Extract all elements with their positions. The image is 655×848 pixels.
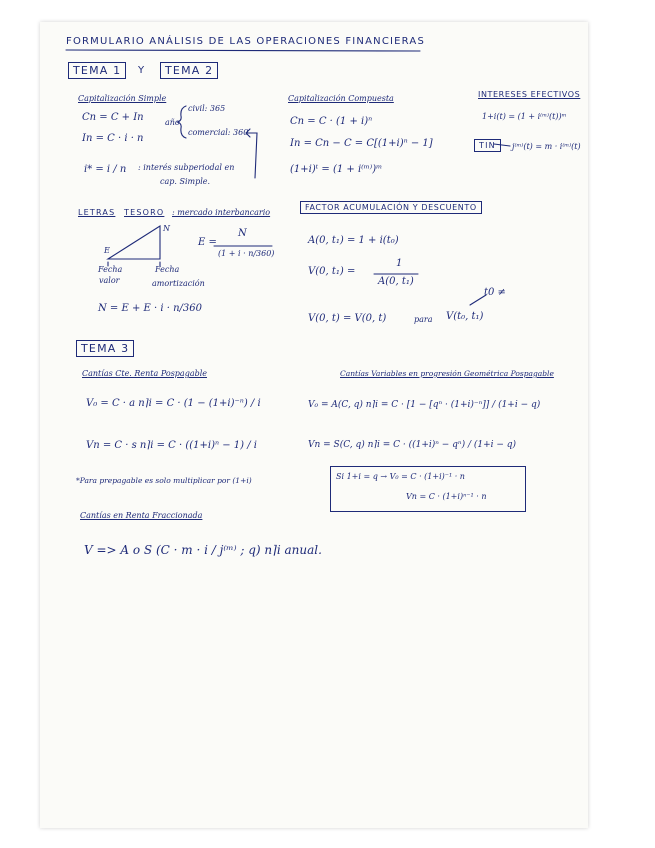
renta-cte-eq2: Vn = C · s n⌉i = C · ((1+i)ⁿ − 1) / i bbox=[86, 440, 257, 451]
fecha-amort-label: Fecha bbox=[155, 265, 180, 274]
tema-3-label: TEMA 3 bbox=[76, 340, 134, 357]
cap-simple-eq2: In = C · i · n bbox=[82, 133, 144, 144]
civil-label: civil: 365 bbox=[188, 104, 226, 113]
valor-label: valor bbox=[99, 276, 120, 285]
para-label: para bbox=[414, 315, 433, 324]
factor-eq3: V(0, t) = V(0, t) bbox=[308, 313, 387, 324]
cap-simple-note: : interés subperiodal en bbox=[138, 163, 235, 172]
tin-label: TIN bbox=[474, 139, 501, 152]
factor-heading: FACTOR ACUMULACIÓN Y DESCUENTO bbox=[300, 201, 482, 214]
intereses-eq1: 1+i(t) = (1 + i⁽ᵐ⁾(t))ᵐ bbox=[482, 112, 567, 121]
eq-n: N = E + E · i · n/360 bbox=[98, 303, 202, 314]
page-title: FORMULARIO ANÁLISIS DE LAS OPERACIONES FINANCIERAS bbox=[66, 36, 426, 47]
intereses-eq2: j⁽ᵐ⁾(t) = m · i⁽ᵐ⁾(t) bbox=[512, 142, 581, 151]
eq-e-den: (1 + i · n/360) bbox=[218, 249, 275, 258]
label-e: E bbox=[104, 246, 110, 255]
tema-1-label: TEMA 1 bbox=[68, 62, 126, 79]
ano-label: año bbox=[165, 118, 180, 127]
renta-var-eq1: V₀ = A(C, q) n⌉i = C · [1 − [qⁿ · (1+i)⁻ⁿ]] / (1+i − q) bbox=[308, 400, 541, 410]
renta-var-eq2: Vn = S(C, q) n⌉i = C · ((1+i)ⁿ − qⁿ) / (1+i − q) bbox=[308, 440, 517, 450]
tin-arrow bbox=[494, 144, 510, 146]
renta-var-box-l1: Si 1+i = q → V₀ = C · (1+i)⁻¹ · n bbox=[336, 472, 465, 481]
renta-var-box-l2: Vn = C · (1+i)ⁿ⁻¹ · n bbox=[406, 492, 487, 501]
cap-simple-eq1: Cn = C + In bbox=[82, 112, 144, 123]
factor-eq2-lhs: V(0, t₁) = bbox=[308, 266, 356, 277]
cap-compuesta-heading: Capitalización Compuesta bbox=[288, 94, 394, 103]
tema-2-label: TEMA 2 bbox=[160, 62, 218, 79]
factor-note-arrow bbox=[470, 295, 486, 305]
eq-e-num: N bbox=[238, 228, 247, 239]
renta-cte-note: *Para prepagable es solo multiplicar por (1+i) bbox=[76, 476, 252, 485]
renta-cte-heading: Cantías Cte. Renta Pospagable bbox=[82, 369, 208, 378]
factor-eq2-den: A(0, t₁) bbox=[378, 276, 414, 287]
fecha-valor-label: Fecha bbox=[98, 265, 123, 274]
cap-simple-eq3: i* = i / n bbox=[84, 164, 127, 175]
intereses-heading: INTERESES EFECTIVOS bbox=[478, 90, 581, 99]
renta-var-heading: Cantías Variables en progresión Geométrica Pospagable bbox=[340, 369, 554, 378]
letras-triangle bbox=[108, 226, 160, 259]
comercial-label: comercial: 360 bbox=[188, 128, 249, 137]
factor-eq2-num: 1 bbox=[396, 258, 403, 269]
letras-heading: LETRAS bbox=[78, 208, 116, 217]
eq-e-lhs: E = bbox=[198, 237, 217, 248]
y-connector: Y bbox=[138, 65, 146, 76]
title-underline bbox=[66, 50, 420, 51]
cap-compuesta-eq3: (1+i)ᵗ = (1 + i⁽ᵐ⁾)ᵐ bbox=[290, 164, 383, 175]
factor-note: t0 ≠ bbox=[484, 287, 506, 298]
tesoro-heading: TESORO bbox=[124, 208, 165, 217]
factor-eq3b: V(t₀, t₁) bbox=[446, 311, 484, 322]
arrow-to-letras bbox=[247, 133, 257, 178]
triangle-ticks bbox=[108, 262, 160, 266]
cap-simple-note2: cap. Simple. bbox=[160, 177, 211, 186]
year-brace bbox=[177, 106, 186, 138]
cap-compuesta-eq2: In = Cn − C = C[(1+i)ⁿ − 1] bbox=[290, 138, 433, 149]
renta-frac-heading: Cantías en Renta Fraccionada bbox=[80, 511, 203, 520]
cap-compuesta-eq1: Cn = C · (1 + i)ⁿ bbox=[290, 116, 373, 127]
renta-cte-eq1: V₀ = C · a n⌉i = C · (1 − (1+i)⁻ⁿ) / i bbox=[86, 398, 261, 409]
amortizacion-label: amortización bbox=[152, 279, 205, 288]
factor-eq1: A(0, t₁) = 1 + i(t₀) bbox=[308, 235, 399, 246]
cap-simple-heading: Capitalización Simple bbox=[78, 94, 167, 103]
mercado-heading: : mercado interbancario bbox=[172, 208, 271, 217]
renta-frac-eq: V => A o S (C · m · i / j⁽ᵐ⁾ ; q) n⌉i anual. bbox=[84, 543, 322, 557]
label-n: N bbox=[163, 224, 170, 233]
